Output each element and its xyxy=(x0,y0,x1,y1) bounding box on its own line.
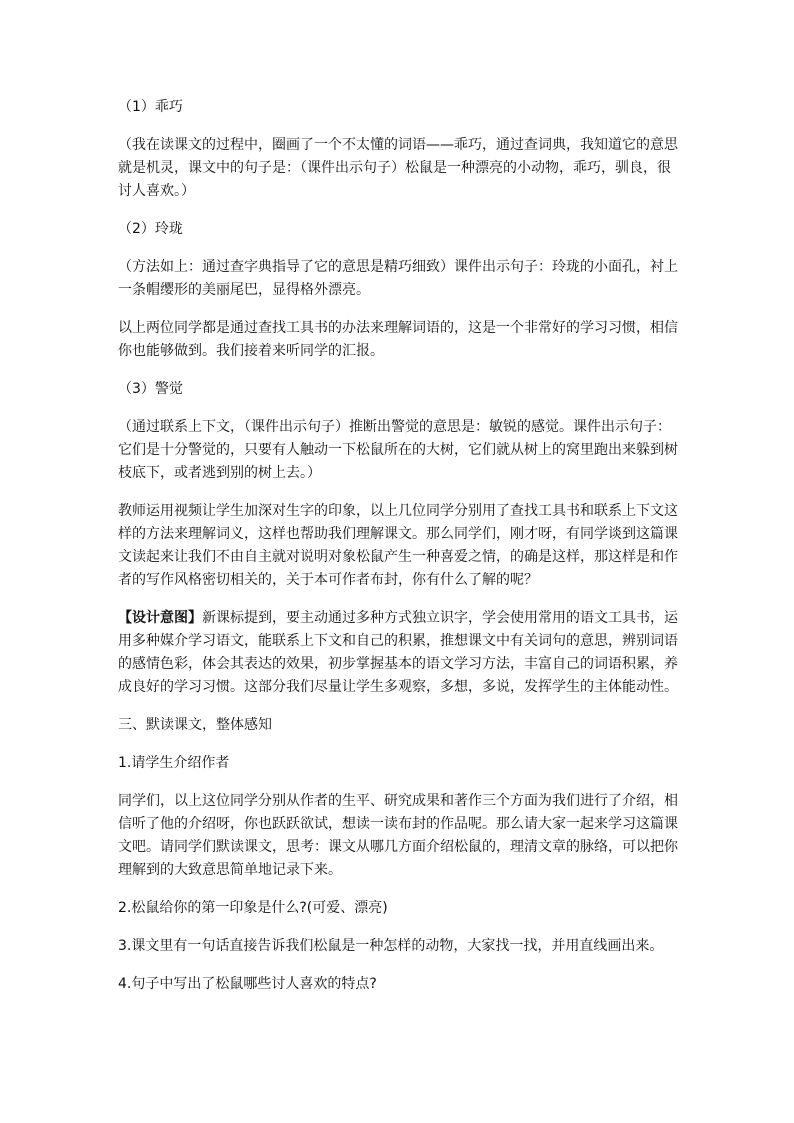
section-heading: 三、默读课文，整体感知 xyxy=(118,717,272,733)
question-3: 3.课文里有一句话直接告诉我们松鼠是一种怎样的动物，大家找一找，并用直线画出来。 xyxy=(118,938,664,954)
document-body xyxy=(118,96,678,1011)
design-intent-text: 新课标提到，要主动通过多种方式独立识字，学会使用常用的语文工具书，运用多种媒介学习语文，能联系上下文和自己的积累，推想课文中有关词句的意思，辨别词语的感情色彩，体会其表达的效果，初步掌握基本的语文学习方法，丰富自己的词语积累，养成良好的学习习惯。这部分我们尽量让学生多观察，多想，多说，发挥学生的主体能动性。 xyxy=(118,610,678,695)
paragraph-explanation-1: （我在读课文的过程中，圈画了一个不太懂的词语——乖巧，通过查词典，我知道它的意思就是机灵，课文中的句子是：（课件出示句子）松鼠是一种漂亮的小动物，乖巧，驯良，很讨人喜欢。） xyxy=(118,137,678,199)
paragraph-design-intent xyxy=(118,607,678,699)
question-4: 4.句子中写出了松鼠哪些讨人喜欢的特点? xyxy=(118,976,377,992)
paragraph-reading-task: 同学们，以上这位同学分别从作者的生平、研究成果和著作三个方面为我们进行了介绍，相信听了他的介绍呀，你也跃跃欲试，想读一读布封的作品呢。那么请大家一起来学习这篇课文吧。请同学们默读课文，思考：课文从哪几方面介绍松鼠的，理清文章的脉络，可以把你理解到的大致意思简单地记录下来。 xyxy=(118,793,678,878)
paragraph-summary: 以上两位同学都是通过查找工具书的办法来理解词语的，这是一个非常好的学习习惯，相信你也能够做到。我们接着来听同学的汇报。 xyxy=(118,320,678,359)
paragraph-teacher-transition: 教师运用视频让学生加深对生字的印象，以上几位同学分别用了查找工具书和联系上下文这样的方法来理解词义，这样也帮助我们理解课文。那么同学们，刚才呀，有同学谈到这篇课文读起来让我们不由自主就对说明对象松鼠产生一种喜爱之情，的确是这样，那这样是和作者的写作风格密切相关的，关于本可作者布封，你有什么了解的呢？ xyxy=(118,503,678,588)
design-intent-label: 【设计意图】 xyxy=(118,610,202,626)
heading-item-3: （3）警觉 xyxy=(118,381,183,397)
step-1-heading: 1.请学生介绍作者 xyxy=(118,755,230,771)
paragraph-explanation-2: （方法如上：通过查字典指导了它的意思是精巧细致）课件出示句子：玲珑的小面孔，衬上一条帽缨形的美丽尾巴，显得格外漂亮。 xyxy=(118,259,678,298)
paragraph-explanation-3: （通过联系上下文，（课件出示句子）推断出警觉的意思是：敏锐的感觉。课件出示句子：它们是十分警觉的，只要有人触动一下松鼠所在的大树，它们就从树上的窝里跑出来躲到树枝底下，或者逃到别的树上去。） xyxy=(118,419,678,481)
heading-item-2: （2）玲珑 xyxy=(118,221,183,237)
question-2: 2.松鼠给你的第一印象是什么?(可爱、漂亮) xyxy=(118,900,388,916)
heading-item-1: （1）乖巧 xyxy=(118,99,183,115)
